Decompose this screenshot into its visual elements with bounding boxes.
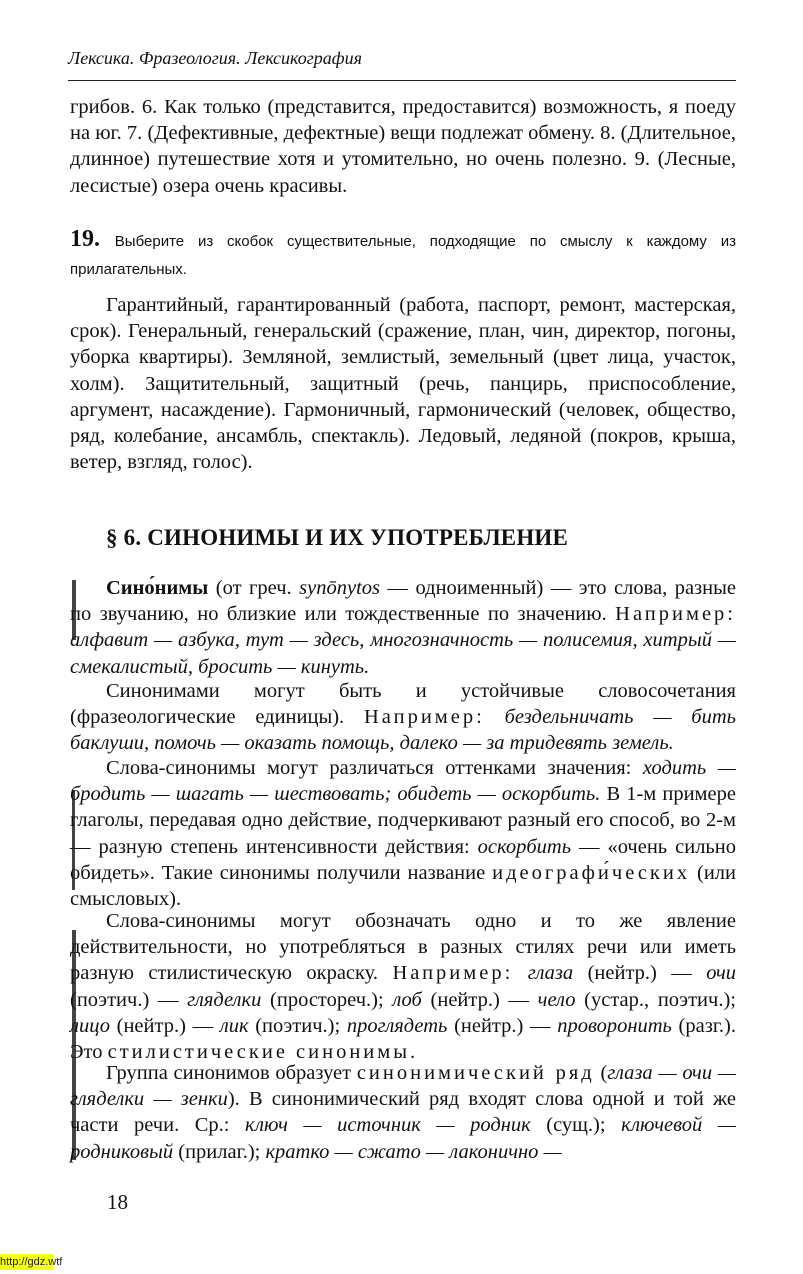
term-stylistic: стилистические синонимы (107, 1041, 411, 1064)
paragraph-ideographic: Слова-синонимы могут различаться оттенками значения: ходить — бродить — шагать — шествовать; обидеть — оскорбить. В 1-м примере глаголы, передавая одно действие, подчеркивают разный его способ, во 2-м — разную степень интенсивности действия: оскорбить — «очень сильно обидеть». Такие синонимы получили название идеографи́ческих (или смысловых). (70, 757, 737, 911)
example-label: Например: (392, 962, 514, 985)
term-ideographic: идеографи́ческих (492, 861, 691, 884)
term-synonyms: Сино́нимы (106, 577, 209, 599)
example-label: Например: (363, 706, 485, 729)
examples: бездельничать — бить баклуши, помочь — оказать помощь, далеко — за тридевять земель. (70, 706, 736, 755)
exercise-19-body: Гарантийный, гарантированный (работа, паспорт, ремонт, мастерская, срок). Генеральный, генеральский (сражение, план, чин, директор, погоны, уборка квартиры). Земляной, землистый, земельный (цвет лица, участок, холм). Защитительный, защитный (речь, панцирь, приспособление, аргумент, насаждение). Гармоничный, гармонический (человек, общество, ряд, колебание, ансамбль, спектакль). Ледовый, ледяной (покров, крыша, ветер, взгляд, голос). (70, 294, 736, 474)
exercise-task-text: Выберите из скобок существительные, подходящие по смыслу к каждому из прилагательных. (70, 233, 737, 278)
paragraph-synonym-row: Группа синонимов образует синонимический ряд (глаза — очи — гляделки — зенки). В синонимический ряд входят слова одной и той же части речи. Ср.: ключ — источник — родник (сущ.); ключевой — родниковый (прилаг.); кратко — сжато — лаконично — (70, 1062, 736, 1163)
term-synonym-row: синонимический ряд (356, 1062, 595, 1084)
exercise-number: 19. (70, 226, 100, 252)
examples: алфавит — азбука, тут — здесь, многозначность — полисемия, хитрый — смекалистый, бросить — кинуть. (70, 629, 736, 678)
paragraph-definition: Сино́нимы (от греч. synōnytos — одноименный) — это слова, разные по звучанию, но близкие или тождественные по значению. Например: алфавит — азбука, тут — здесь, многозначность — полисемия, хитрый — смекалистый, бросить — кинуть. (70, 577, 736, 678)
intro-paragraph: грибов. 6. Как только (представится, предоставится) возможность, я поеду на юг. 7. (Дефективные, дефектные) вещи подлежат обмену. 8. (Длительное, длинное) путешествие хотя и утомительно, но очень полезно. 9. (Лесные, лесистые) озера очень красивы. (70, 96, 736, 197)
page-number: 18 (107, 1190, 128, 1214)
section-title: § 6. СИНОНИМЫ И ИХ УПОТРЕБЛЕНИЕ (106, 525, 569, 550)
paragraph-phraseological: Синонимами могут быть и устойчивые словосочетания (фразеологические единицы). Например: бездельничать — бить баклуши, помочь — оказать помощь, далеко — за тридевять земель. (70, 680, 736, 755)
paragraph-stylistic: Слова-синонимы могут обозначать одно и то же явление действительности, но употребляться в разных стилях речи или иметь разную стилистическую окраску. Например: глаза (нейтр.) — очи (поэтич.) — гляделки (простореч.); лоб (нейтр.) — чело (устар., поэтич.); лицо (нейтр.) — лик (поэтич.); проглядеть (нейтр.) — проворонить (разг.). Это стилистические синонимы. (70, 910, 736, 1064)
site-link[interactable]: http://gdz.wtf (0, 1256, 63, 1268)
running-header: Лексика. Фразеология. Лексикография (68, 48, 362, 68)
exercise-19-task (70, 226, 736, 283)
example-label: Например: (615, 603, 736, 626)
header-rule (68, 80, 736, 81)
